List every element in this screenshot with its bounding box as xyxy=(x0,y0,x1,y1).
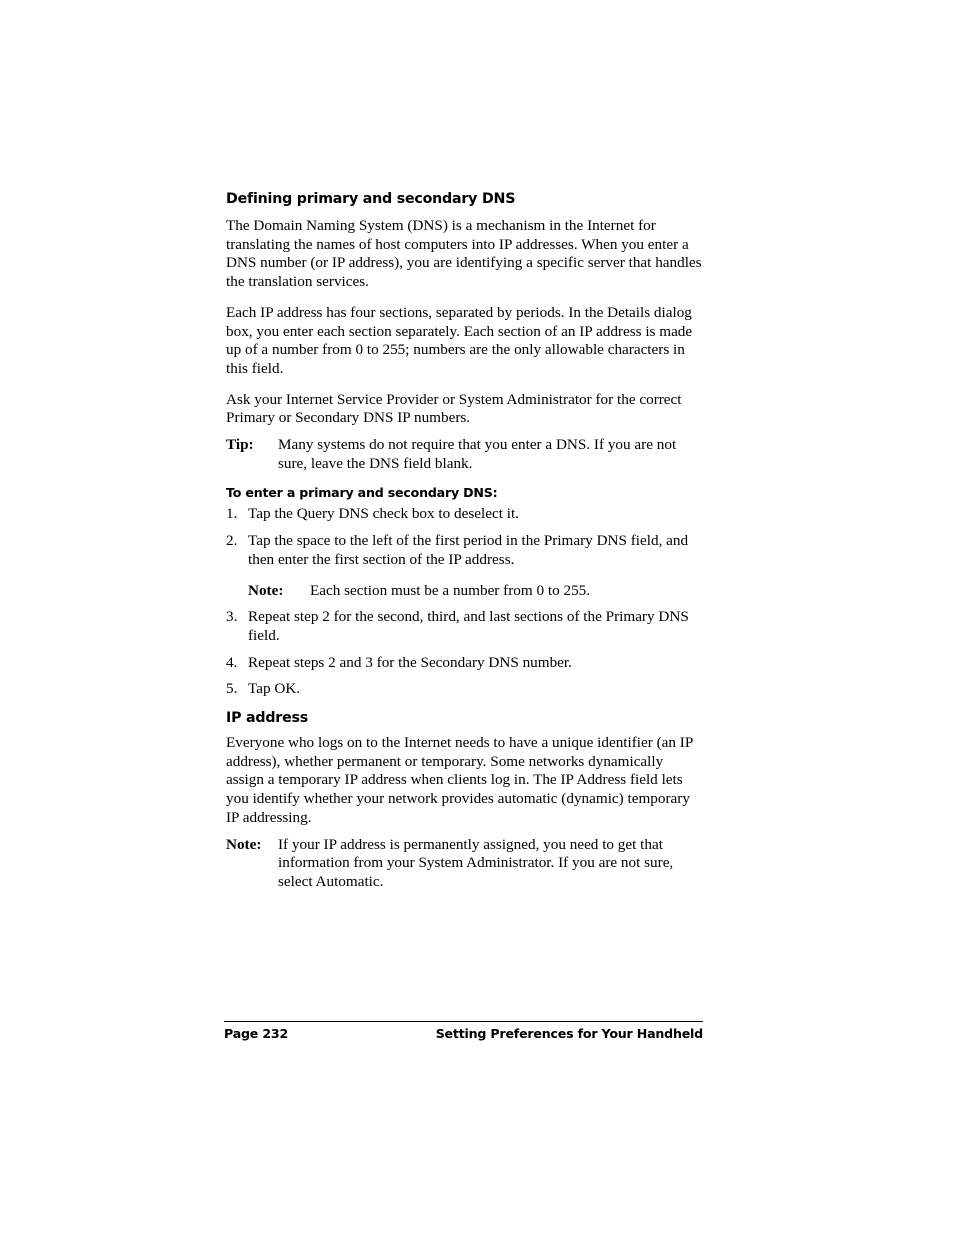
list-item xyxy=(226,654,704,673)
page-number: Page 232 xyxy=(224,1026,289,1041)
paragraph-ip-intro: Everyone who logs on to the Internet needs to have a unique identifier (an IP address), whether permanent or temporary. Some networks dynamically assign a temporary IP address when clients log in. The IP Address field lets you identify whether your network provides automatic (dynamic) temporary IP addressing. xyxy=(226,734,693,826)
paragraph-dns-intro: The Domain Naming System (DNS) is a mechanism in the Internet for translating the names of host computers into IP addresses. When you enter a DNS number (or IP address), you are identifying a specific server that handles the translation services. xyxy=(226,217,702,291)
note-text: Each section must be a number from 0 to 255. xyxy=(310,581,591,599)
section-heading-ip-address: IP address xyxy=(226,710,309,727)
step-text: Repeat steps 2 and 3 for the Secondary DNS number. xyxy=(248,653,572,671)
step-number: 2. xyxy=(226,532,238,550)
tip-label: Tip: xyxy=(226,436,254,454)
list-item xyxy=(226,680,704,699)
step-text: Tap the Query DNS check box to deselect it. xyxy=(248,505,519,523)
step-number: 1. xyxy=(226,505,238,523)
note-label: Note: xyxy=(226,835,262,853)
note-label: Note: xyxy=(248,581,284,599)
step-text-body: Tap the space to the left of the first period in the Primary DNS field, and then enter the first section of the IP address. xyxy=(248,532,689,568)
note-block xyxy=(226,836,704,892)
tip-block xyxy=(226,436,704,473)
procedure-steps xyxy=(226,505,704,699)
note-text: If your IP address is permanently assigned, you need to get that information from your System Administrator. If you are not sure, select Automatic. xyxy=(278,835,674,890)
page-footer xyxy=(224,1021,703,1042)
section-heading-dns: Defining primary and secondary DNS xyxy=(226,191,516,207)
chapter-title: Setting Preferences for Your Handheld xyxy=(435,1026,703,1041)
page-content xyxy=(226,189,704,892)
list-item xyxy=(226,505,704,524)
step-number: 3. xyxy=(226,608,238,626)
step-number: 5. xyxy=(226,680,238,698)
step-number: 4. xyxy=(226,653,238,671)
list-item xyxy=(226,532,704,600)
step-text xyxy=(248,532,704,600)
step-text: Repeat step 2 for the second, third, and last sections of the Primary DNS field. xyxy=(248,608,689,644)
step-text: Tap OK. xyxy=(248,680,301,698)
paragraph-ask-isp: Ask your Internet Service Provider or System Administrator for the correct Primary or Secondary DNS IP numbers. xyxy=(226,390,682,427)
tip-text: Many systems do not require that you enter a DNS. If you are not sure, leave the DNS field blank. xyxy=(278,436,677,472)
list-item xyxy=(226,608,704,645)
procedure-heading: To enter a primary and secondary DNS: xyxy=(226,485,498,501)
paragraph-ip-sections: Each IP address has four sections, separated by periods. In the Details dialog box, you enter each section separately. Each section of an IP address is made up of a number from 0 to 255; numbers are the only allowable characters in this field. xyxy=(226,303,693,377)
step-note xyxy=(248,582,704,601)
